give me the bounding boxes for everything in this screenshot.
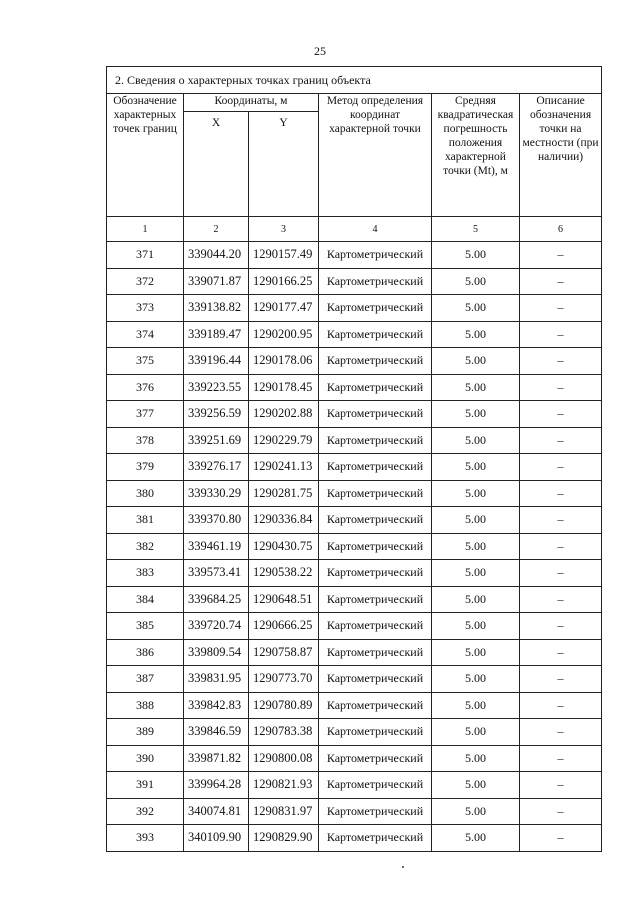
y-coordinate-cell: 1290200.95 — [249, 321, 319, 348]
error-cell: 5.00 — [432, 348, 520, 375]
error-cell: 5.00 — [432, 401, 520, 428]
table-row — [107, 586, 602, 613]
y-coordinate-cell: 1290336.84 — [249, 507, 319, 534]
description-cell: – — [520, 348, 602, 375]
point-id-cell: 390 — [107, 745, 184, 772]
table-row — [107, 825, 602, 852]
x-coordinate-cell: 340074.81 — [184, 798, 249, 825]
x-coordinate-cell: 339846.59 — [184, 719, 249, 746]
description-cell: – — [520, 719, 602, 746]
x-coordinate-cell: 339251.69 — [184, 427, 249, 454]
point-id-cell: 386 — [107, 639, 184, 666]
x-coordinate-cell: 339256.59 — [184, 401, 249, 428]
method-cell: Картометрический — [319, 401, 432, 428]
table-row — [107, 666, 602, 693]
point-id-cell: 383 — [107, 560, 184, 587]
method-cell: Картометрический — [319, 772, 432, 799]
table-row — [107, 533, 602, 560]
error-cell: 5.00 — [432, 374, 520, 401]
method-cell: Картометрический — [319, 295, 432, 322]
table-row — [107, 454, 602, 481]
description-cell: – — [520, 454, 602, 481]
x-coordinate-cell: 339871.82 — [184, 745, 249, 772]
point-id-cell: 380 — [107, 480, 184, 507]
description-cell: – — [520, 692, 602, 719]
table-row — [107, 268, 602, 295]
table-row — [107, 798, 602, 825]
error-cell: 5.00 — [432, 507, 520, 534]
point-id-cell: 387 — [107, 666, 184, 693]
method-cell: Картометрический — [319, 454, 432, 481]
y-coordinate-cell: 1290783.38 — [249, 719, 319, 746]
y-coordinate-cell: 1290241.13 — [249, 454, 319, 481]
point-id-cell: 377 — [107, 401, 184, 428]
method-cell: Картометрический — [319, 798, 432, 825]
description-cell: – — [520, 374, 602, 401]
table-row — [107, 692, 602, 719]
x-coordinate-cell: 339573.41 — [184, 560, 249, 587]
y-coordinate-cell: 1290648.51 — [249, 586, 319, 613]
y-coordinate-cell: 1290538.22 — [249, 560, 319, 587]
y-coordinate-cell: 1290281.75 — [249, 480, 319, 507]
error-cell: 5.00 — [432, 454, 520, 481]
method-cell: Картометрический — [319, 745, 432, 772]
x-coordinate-cell: 339461.19 — [184, 533, 249, 560]
method-cell: Картометрический — [319, 507, 432, 534]
error-cell: 5.00 — [432, 666, 520, 693]
description-cell: – — [520, 295, 602, 322]
description-cell: – — [520, 586, 602, 613]
table-row — [107, 427, 602, 454]
description-cell: – — [520, 268, 602, 295]
header-error: Средняя квадратическая погрешность положения характерной точки (Mt), м — [432, 94, 520, 217]
error-cell: 5.00 — [432, 613, 520, 640]
point-id-cell: 393 — [107, 825, 184, 852]
description-cell: – — [520, 427, 602, 454]
description-cell: – — [520, 401, 602, 428]
point-id-cell: 389 — [107, 719, 184, 746]
point-id-cell: 392 — [107, 798, 184, 825]
y-coordinate-cell: 1290780.89 — [249, 692, 319, 719]
method-cell: Картометрический — [319, 639, 432, 666]
error-cell: 5.00 — [432, 798, 520, 825]
description-cell: – — [520, 798, 602, 825]
y-coordinate-cell: 1290758.87 — [249, 639, 319, 666]
error-cell: 5.00 — [432, 295, 520, 322]
method-cell: Картометрический — [319, 242, 432, 269]
y-coordinate-cell: 1290829.90 — [249, 825, 319, 852]
point-id-cell: 381 — [107, 507, 184, 534]
description-cell: – — [520, 507, 602, 534]
point-id-cell: 374 — [107, 321, 184, 348]
y-coordinate-cell: 1290800.08 — [249, 745, 319, 772]
method-cell: Картометрический — [319, 613, 432, 640]
x-coordinate-cell: 339370.80 — [184, 507, 249, 534]
column-numbers-row — [107, 217, 602, 242]
table-row — [107, 295, 602, 322]
x-coordinate-cell: 339223.55 — [184, 374, 249, 401]
error-cell: 5.00 — [432, 639, 520, 666]
error-cell: 5.00 — [432, 242, 520, 269]
error-cell: 5.00 — [432, 586, 520, 613]
point-id-cell: 373 — [107, 295, 184, 322]
error-cell: 5.00 — [432, 268, 520, 295]
column-number: 4 — [319, 217, 432, 242]
table-row — [107, 401, 602, 428]
error-cell: 5.00 — [432, 719, 520, 746]
error-cell: 5.00 — [432, 825, 520, 852]
table-row — [107, 348, 602, 375]
y-coordinate-cell: 1290666.25 — [249, 613, 319, 640]
description-cell: – — [520, 772, 602, 799]
column-number: 6 — [520, 217, 602, 242]
point-id-cell: 379 — [107, 454, 184, 481]
column-number: 1 — [107, 217, 184, 242]
x-coordinate-cell: 339138.82 — [184, 295, 249, 322]
method-cell: Картометрический — [319, 533, 432, 560]
method-cell: Картометрический — [319, 719, 432, 746]
header-description: Описание обозначения точки на местности (при наличии) — [520, 94, 602, 217]
method-cell: Картометрический — [319, 268, 432, 295]
point-id-cell: 384 — [107, 586, 184, 613]
error-cell: 5.00 — [432, 772, 520, 799]
description-cell: – — [520, 242, 602, 269]
description-cell: – — [520, 480, 602, 507]
table-row — [107, 745, 602, 772]
section-title: 2. Сведения о характерных точках границ объекта — [107, 67, 602, 94]
method-cell: Картометрический — [319, 586, 432, 613]
table-row — [107, 242, 602, 269]
description-cell: – — [520, 745, 602, 772]
column-number: 2 — [184, 217, 249, 242]
error-cell: 5.00 — [432, 533, 520, 560]
table-row — [107, 639, 602, 666]
table-row — [107, 560, 602, 587]
point-id-cell: 375 — [107, 348, 184, 375]
x-coordinate-cell: 339196.44 — [184, 348, 249, 375]
header-x: X — [184, 112, 249, 217]
y-coordinate-cell: 1290177.47 — [249, 295, 319, 322]
error-cell: 5.00 — [432, 560, 520, 587]
x-coordinate-cell: 339276.17 — [184, 454, 249, 481]
table-row — [107, 321, 602, 348]
x-coordinate-cell: 339071.87 — [184, 268, 249, 295]
error-cell: 5.00 — [432, 480, 520, 507]
x-coordinate-cell: 340109.90 — [184, 825, 249, 852]
table-row — [107, 719, 602, 746]
x-coordinate-cell: 339964.28 — [184, 772, 249, 799]
description-cell: – — [520, 666, 602, 693]
x-coordinate-cell: 339831.95 — [184, 666, 249, 693]
point-id-cell: 388 — [107, 692, 184, 719]
point-id-cell: 372 — [107, 268, 184, 295]
table-row — [107, 374, 602, 401]
method-cell: Картометрический — [319, 666, 432, 693]
y-coordinate-cell: 1290430.75 — [249, 533, 319, 560]
x-coordinate-cell: 339720.74 — [184, 613, 249, 640]
column-number: 3 — [249, 217, 319, 242]
y-coordinate-cell: 1290157.49 — [249, 242, 319, 269]
boundary-points-table — [106, 66, 602, 852]
table-row — [107, 772, 602, 799]
point-id-cell: 385 — [107, 613, 184, 640]
point-id-cell: 378 — [107, 427, 184, 454]
header-method: Метод определения координат характерной точки — [319, 94, 432, 217]
point-id-cell: 376 — [107, 374, 184, 401]
header-y: Y — [249, 112, 319, 217]
description-cell: – — [520, 613, 602, 640]
description-cell: – — [520, 825, 602, 852]
y-coordinate-cell: 1290166.25 — [249, 268, 319, 295]
method-cell: Картометрический — [319, 560, 432, 587]
method-cell: Картометрический — [319, 825, 432, 852]
description-cell: – — [520, 639, 602, 666]
scan-speck — [402, 866, 404, 868]
method-cell: Картометрический — [319, 427, 432, 454]
y-coordinate-cell: 1290178.45 — [249, 374, 319, 401]
description-cell: – — [520, 321, 602, 348]
table-row — [107, 507, 602, 534]
column-number: 5 — [432, 217, 520, 242]
header-designation: Обозначение характерных точек границ — [107, 94, 184, 217]
description-cell: – — [520, 533, 602, 560]
point-id-cell: 382 — [107, 533, 184, 560]
y-coordinate-cell: 1290831.97 — [249, 798, 319, 825]
y-coordinate-cell: 1290229.79 — [249, 427, 319, 454]
method-cell: Картометрический — [319, 480, 432, 507]
header-coordinates: Координаты, м — [184, 94, 319, 112]
description-cell: – — [520, 560, 602, 587]
y-coordinate-cell: 1290178.06 — [249, 348, 319, 375]
method-cell: Картометрический — [319, 321, 432, 348]
error-cell: 5.00 — [432, 692, 520, 719]
error-cell: 5.00 — [432, 321, 520, 348]
method-cell: Картометрический — [319, 374, 432, 401]
x-coordinate-cell: 339684.25 — [184, 586, 249, 613]
point-id-cell: 371 — [107, 242, 184, 269]
x-coordinate-cell: 339842.83 — [184, 692, 249, 719]
page-number: 25 — [314, 44, 326, 58]
method-cell: Картометрический — [319, 692, 432, 719]
x-coordinate-cell: 339189.47 — [184, 321, 249, 348]
y-coordinate-cell: 1290202.88 — [249, 401, 319, 428]
y-coordinate-cell: 1290773.70 — [249, 666, 319, 693]
x-coordinate-cell: 339809.54 — [184, 639, 249, 666]
error-cell: 5.00 — [432, 427, 520, 454]
error-cell: 5.00 — [432, 745, 520, 772]
point-id-cell: 391 — [107, 772, 184, 799]
method-cell: Картометрический — [319, 348, 432, 375]
x-coordinate-cell: 339330.29 — [184, 480, 249, 507]
y-coordinate-cell: 1290821.93 — [249, 772, 319, 799]
x-coordinate-cell: 339044.20 — [184, 242, 249, 269]
table-row — [107, 613, 602, 640]
table-row — [107, 480, 602, 507]
